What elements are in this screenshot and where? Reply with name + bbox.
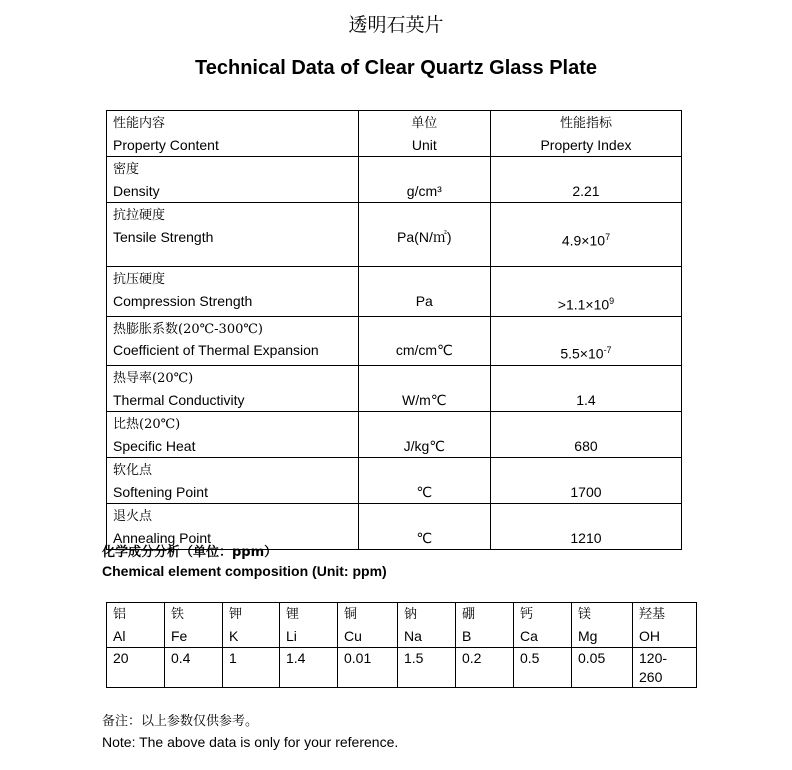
property-name: 软化点 Softening Point	[107, 458, 359, 504]
chem-header-row	[107, 603, 697, 648]
chemical-composition-table	[106, 602, 697, 688]
element-value: 0.5	[514, 648, 572, 688]
property-table	[106, 110, 682, 550]
property-name: 抗压硬度 Compression Strength	[107, 267, 359, 317]
property-value: $>1.1\times 10^9$	[490, 267, 681, 317]
element-value: 0.01	[338, 648, 398, 688]
property-name: 退火点 Annealing Point	[107, 504, 359, 550]
chem-heading-chinese: 化学成分分析（单位：ppm）	[102, 545, 278, 560]
table-row	[107, 316, 682, 366]
note-english: Note: The above data is only for your reference.	[102, 734, 399, 750]
title-english: Technical Data of Clear Quartz Glass Plate	[195, 57, 597, 79]
property-name: 比热(20℃) Specific Heat	[107, 412, 359, 458]
table-row	[107, 157, 682, 203]
element-value: 120-260	[633, 648, 697, 688]
property-value: 1210	[490, 504, 681, 550]
property-unit: g/cm³	[358, 157, 490, 203]
title-chinese: 透明石英片	[348, 14, 444, 36]
element-value: 1.5	[398, 648, 456, 688]
table-row	[107, 412, 682, 458]
element-header: 铁 Fe	[165, 603, 223, 648]
element-header: 铜 Cu	[338, 603, 398, 648]
property-unit: ℃	[358, 458, 490, 504]
property-value: 680	[490, 412, 681, 458]
element-header: 羟基 OH	[633, 603, 697, 648]
element-header: 钾 K	[223, 603, 280, 648]
property-name: 密度 Density	[107, 157, 359, 203]
property-value: $5.5\times 10^{-7}$	[490, 316, 681, 366]
element-value: 0.4	[165, 648, 223, 688]
header-property-content: 性能内容 Property Content	[107, 111, 359, 157]
property-table-header	[107, 111, 682, 157]
property-value: 1.4	[490, 366, 681, 412]
property-name: 热膨胀系数(20℃-300℃) Coefficient of Thermal Expansion	[107, 316, 359, 366]
property-value: $4.9\times 10^7$	[490, 203, 681, 267]
header-property-index: 性能指标 Property Index	[490, 111, 681, 157]
element-header: 钙 Ca	[514, 603, 572, 648]
property-name: 抗拉硬度 Tensile Strength	[107, 203, 359, 267]
element-header: 锂 Li	[280, 603, 338, 648]
property-value: 2.21	[490, 157, 681, 203]
element-header: 镁 Mg	[572, 603, 633, 648]
element-value: 0.05	[572, 648, 633, 688]
property-unit: Pa(N/㎡)	[358, 203, 490, 267]
property-value: 1700	[490, 458, 681, 504]
table-row	[107, 366, 682, 412]
property-unit: W/m℃	[358, 366, 490, 412]
table-row	[107, 458, 682, 504]
property-name: 热导率(20℃) Thermal Conductivity	[107, 366, 359, 412]
element-value: 1	[223, 648, 280, 688]
note-chinese: 备注：以上参数仅供参考。	[102, 714, 259, 729]
property-unit: cm/cm℃	[358, 316, 490, 366]
table-row	[107, 203, 682, 267]
element-value: 0.2	[456, 648, 514, 688]
property-unit: ℃	[358, 504, 490, 550]
element-header: 钠 Na	[398, 603, 456, 648]
property-unit: Pa	[358, 267, 490, 317]
chem-heading-english: Chemical element composition (Unit: ppm)	[102, 563, 387, 579]
element-header: 硼 B	[456, 603, 514, 648]
element-header: 铝 Al	[107, 603, 165, 648]
element-value: 1.4	[280, 648, 338, 688]
element-value: 20	[107, 648, 165, 688]
chem-value-row	[107, 648, 697, 688]
property-unit: J/kg℃	[358, 412, 490, 458]
header-unit: 单位 Unit	[358, 111, 490, 157]
table-row	[107, 267, 682, 317]
